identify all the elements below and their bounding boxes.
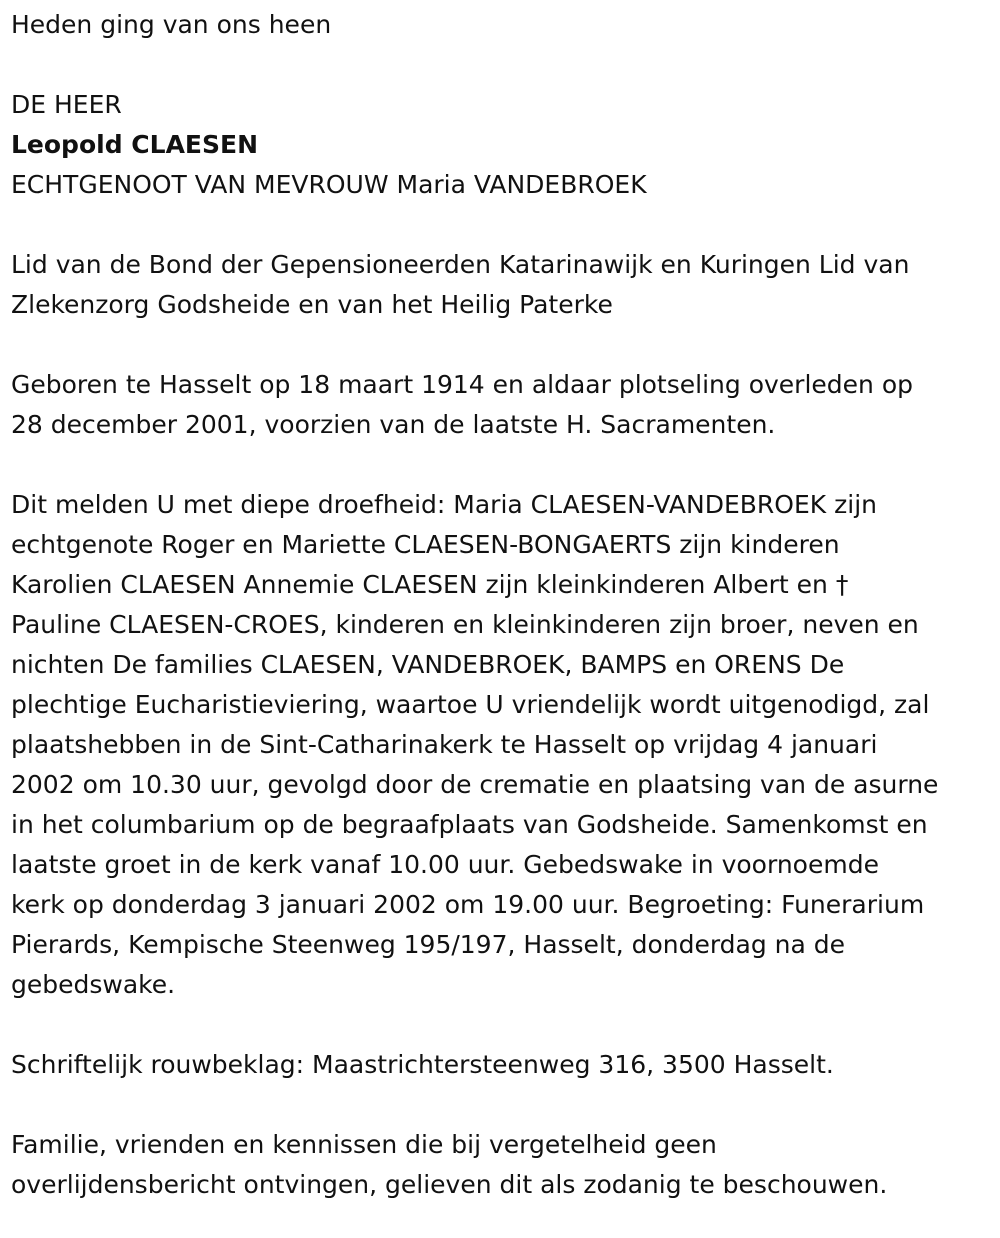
- paragraph-line: Familie, vrienden en kennissen die bij vergetelheid geen: [11, 1130, 717, 1159]
- honorific: [11, 85, 991, 125]
- memberships-paragraph: [11, 245, 991, 325]
- paragraph-line: Pauline CLAESEN-CROES, kinderen en kleinkinderen zijn broer, neven en: [11, 610, 919, 639]
- spacer: [11, 1085, 991, 1125]
- paragraph-line: plechtige Eucharistieviering, waartoe U vriendelijk wordt uitgenodigd, zal: [11, 690, 930, 719]
- paragraph-line: Karolien CLAESEN Annemie CLAESEN zijn kleinkinderen Albert en †: [11, 570, 849, 599]
- paragraph-line: plaatshebben in de Sint-Catharinakerk te Hasselt op vrijdag 4 januari: [11, 730, 878, 759]
- paragraph-line: kerk op donderdag 3 januari 2002 om 19.00 uur. Begroeting: Funerarium: [11, 890, 925, 919]
- paragraph-line: Zlekenzorg Godsheide en van het Heilig Paterke: [11, 290, 613, 319]
- condolences-text: Schriftelijk rouwbeklag: Maastrichtersteenweg 316, 3500 Hasselt.: [11, 1050, 834, 1079]
- obituary-document: [11, 5, 991, 1205]
- spouse-line: [11, 165, 991, 205]
- paragraph-line: 28 december 2001, voorzien van de laatste H. Sacramenten.: [11, 410, 776, 439]
- paragraph-line: overlijdensbericht ontvingen, gelieven dit als zodanig te beschouwen.: [11, 1170, 888, 1199]
- spacer: [11, 445, 991, 485]
- spacer: [11, 45, 991, 85]
- honorific-text: DE HEER: [11, 90, 122, 119]
- deceased-name-text: Leopold CLAESEN: [11, 130, 259, 159]
- closing-paragraph: [11, 1125, 991, 1205]
- paragraph-line: Geboren te Hasselt op 18 maart 1914 en aldaar plotseling overleden op: [11, 370, 913, 399]
- condolences-paragraph: [11, 1045, 991, 1085]
- spacer: [11, 325, 991, 365]
- paragraph-line: Pierards, Kempische Steenweg 195/197, Hasselt, donderdag na de: [11, 930, 846, 959]
- intro-text: Heden ging van ons heen: [11, 10, 332, 39]
- spacer: [11, 1005, 991, 1045]
- intro-line: [11, 5, 991, 45]
- paragraph-line: Dit melden U met diepe droefheid: Maria CLAESEN-VANDEBROEK zijn: [11, 490, 877, 519]
- paragraph-line: echtgenote Roger en Mariette CLAESEN-BONGAERTS zijn kinderen: [11, 530, 840, 559]
- spouse-line-text: ECHTGENOOT VAN MEVROUW Maria VANDEBROEK: [11, 170, 647, 199]
- spacer: [11, 205, 991, 245]
- paragraph-line: 2002 om 10.30 uur, gevolgd door de crematie en plaatsing van de asurne: [11, 770, 939, 799]
- paragraph-line: in het columbarium op de begraafplaats van Godsheide. Samenkomst en: [11, 810, 928, 839]
- deceased-name: [11, 125, 991, 165]
- paragraph-line: nichten De families CLAESEN, VANDEBROEK, BAMPS en ORENS De: [11, 650, 845, 679]
- birth-death-paragraph: [11, 365, 991, 445]
- paragraph-line: Lid van de Bond der Gepensioneerden Katarinawijk en Kuringen Lid van: [11, 250, 910, 279]
- announcement-paragraph: [11, 485, 991, 1005]
- paragraph-line: gebedswake.: [11, 970, 176, 999]
- paragraph-line: laatste groet in de kerk vanaf 10.00 uur. Gebedswake in voornoemde: [11, 850, 879, 879]
